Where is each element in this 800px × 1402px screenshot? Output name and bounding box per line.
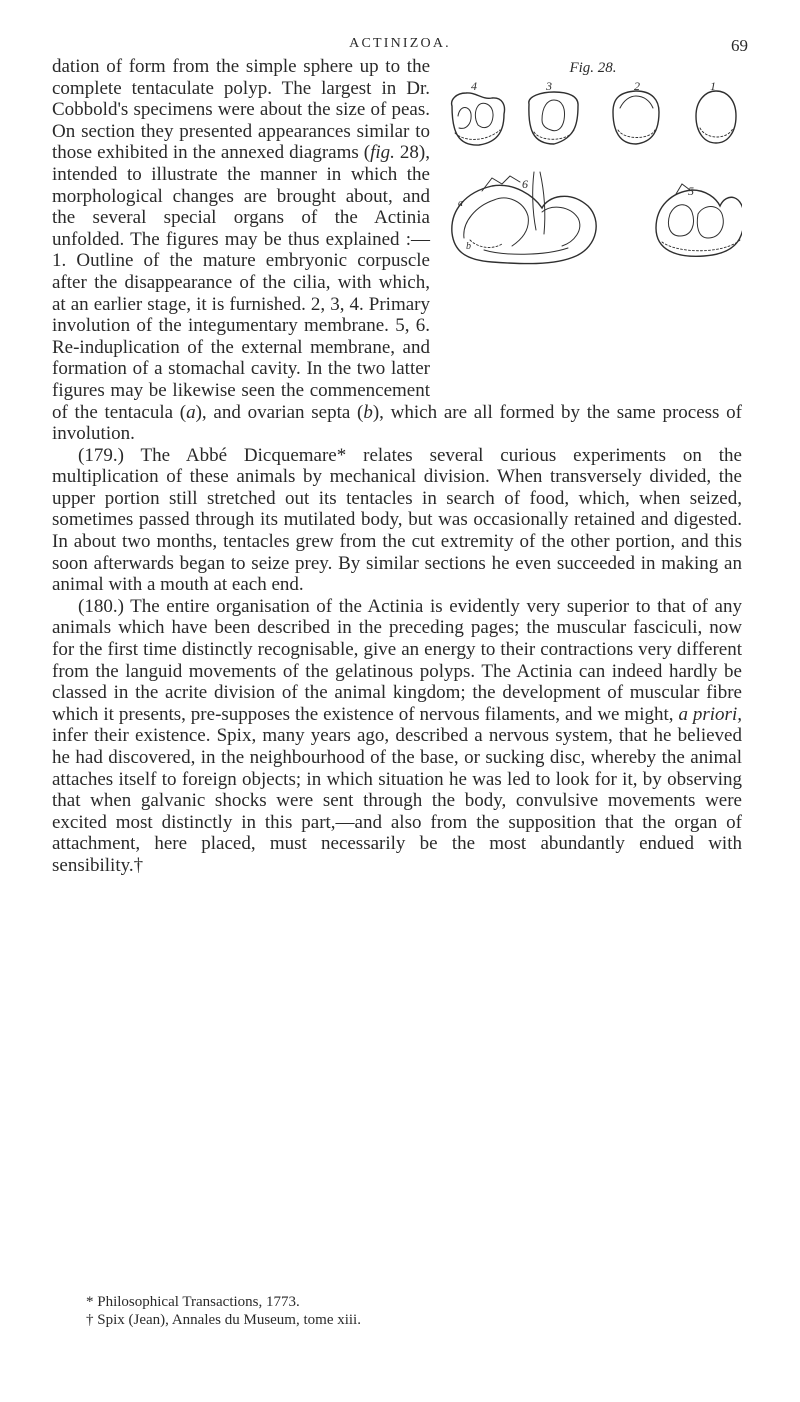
footnote-2: † Spix (Jean), Annales du Museum, tome xiii. xyxy=(86,1312,361,1328)
diagram-4 xyxy=(452,93,505,145)
p3-text-a: (180.) The entire organisation of the Actinia is evidently very superior to that of any animals which have been described in the preceding pages; the muscular fasciculi, now for the first time distinctly recognisable, give an energy to their contractions very different from the languid movements of the gelatinous polyps. The Actinia can indeed hardly be classed in the acrite division of the animal kingdom; the development of muscular fibre which it presents, pre-supposes the existence of nervous filaments, and we might, xyxy=(52,595,742,725)
label-2: 2 xyxy=(634,79,640,93)
diagram-1 xyxy=(696,91,736,143)
label-3: 3 xyxy=(546,79,552,93)
label-5: 5 xyxy=(688,184,694,198)
figure-caption: Fig. 28. xyxy=(569,60,617,76)
paragraph-180 xyxy=(52,596,742,877)
label-1: 1 xyxy=(710,79,716,93)
p1-fig-ref: fig. xyxy=(370,142,395,164)
footnotes xyxy=(86,1293,746,1329)
p1-text-c: ), and ovarian septa ( xyxy=(195,401,364,423)
p1-italic-a: a xyxy=(186,401,196,423)
paragraph-179: (179.) The Abbé Dicquemare* relates several curious experiments on the multiplication of these animals by mechanical division. When transversely divided, the upper portion still stretched out its tentacles in search of food, which, when seized, sometimes passed through its mutilated body, but was occasionally retained and digested. In about two months, tentacles grew from the cut extremity of the other portion, and this soon afterwards began to seize prey. By similar sections he even succeeded in making an animal with a mouth at each end. xyxy=(52,444,742,596)
diagram-2 xyxy=(613,91,659,144)
p1-text-a: dation of form from the simple sphere up to the complete tentaculate polyp. The largest in Dr. Cobbold's specimens were about the size of peas. On section they presented appearances similar to those exhibited in the annexed diagrams ( xyxy=(52,56,430,164)
running-title: ACTINIZOA. xyxy=(349,36,451,51)
footnote-1: * Philosophical Transactions, 1773. xyxy=(86,1294,300,1310)
label-4: 4 xyxy=(471,79,477,93)
p3-a-priori: a priori, xyxy=(678,703,742,725)
diagram-3 xyxy=(529,92,578,144)
embryo-diagrams xyxy=(444,78,742,296)
svg-text:a: a xyxy=(458,198,463,209)
label-6: 6 xyxy=(522,177,528,191)
body-text xyxy=(52,56,742,877)
diagram-5 xyxy=(656,184,742,256)
page-number: 69 xyxy=(731,36,748,55)
p1-italic-b: b xyxy=(363,401,373,423)
p3-text-b: infer their existence. Spix, many years ago, described a nervous system, that he believed he had discovered, in the neighbourhood of the base, or sucking disc, whereby the animal attaches itself to foreign objects; in which situation he was led to look for it, by observing that when galvanic shocks were sent through the body, convulsive movements were excited most distinctly in this part,—and also from the supposition that the organ of attachment, here placed, must necessarily be the most abundantly endued with sensibility.† xyxy=(52,725,742,876)
p1-text-b: 28), intended to illustrate the manner in which the morphological changes are brought about, and the several special organs of the Actinia unfolded. The figures may be thus explained :—1. Outline of the mature embryonic corpuscle after the disappearance of the cilia, with which, at an earlier stage, it is furnished. 2, 3, 4. Primary involution of the integumentary membrane. 5, 6. Re-induplication of the external membrane, and formation of a stomachal cavity. In the two latter figures may be likewise seen the commencement of the tentacula ( xyxy=(52,142,431,423)
figure-28 xyxy=(444,56,742,386)
svg-text:b: b xyxy=(466,241,471,252)
p1-text-d: ), which are all formed by the same process of involution. xyxy=(52,401,742,445)
